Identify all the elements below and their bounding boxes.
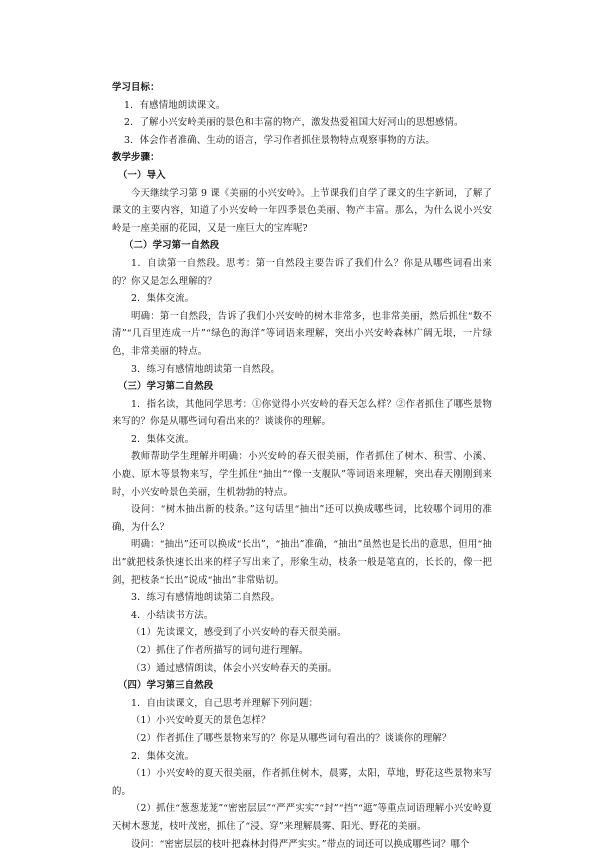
section-title-para3: （四）学习第三自然段	[118, 680, 214, 692]
paragraph: 1．自由读课文，自己思考并理解下列问题：	[131, 697, 319, 709]
paragraph: 4．小结读书方法。	[131, 609, 214, 621]
section-title-para1: （二）学习第一自然段	[124, 240, 220, 252]
objective-item: 3．体会作者准确、生动的语言，学习作者抓住景物特点观察事物的方法。	[124, 134, 435, 146]
paragraph: （2）作者抓住了哪些景物来写的？你是从哪些词句看出的？谈谈你的理解？	[131, 732, 452, 744]
paragraph: 1．自读第一自然段。思考：第一自然段主要告诉了我们什么？你是从哪些词看出来的？你又是怎么理解的？	[112, 257, 492, 287]
section-title-intro: （一）导入	[118, 169, 166, 181]
paragraph: （1）小兴安岭夏天的景色怎样？	[131, 715, 271, 727]
paragraph: （2）抓住了作者所描写的词句进行理解。	[131, 645, 309, 656]
paragraph: （1）先读课文，感受到了小兴安岭的春天很美丽。	[131, 627, 347, 639]
paragraph: 今天继续学习第 9 课《美丽的小兴安岭》。上节课我们自学了课文的生字新词，了解了课文的主要内容，知道了小兴安岭一年四季景色美丽、物产丰富。那么，为什么说小兴安岭是一座美丽的花园，又是一座巨大的宝库呢?	[112, 187, 492, 234]
paragraph: 明确：“抽出”还可以换成“长出”，“抽出”准确，“抽出”虽然也是长出的意思，但用“抽出”就把枝条快速长出来的样子写出来了，形象生动，枝条一般是笔直的，长长的，像一把剑，把枝条“长出”说成“抽出”非常贴切。	[112, 539, 492, 586]
section-title-para2: （三）学习第二自然段	[118, 381, 214, 393]
paragraph: 设问：“密密层层的枝叶把森林封得严严实实。”带点的词还可以换成哪些词？哪个	[131, 838, 470, 850]
paragraph: 2．集体交流。	[131, 293, 195, 305]
paragraph: （3）通过感情朗读，体会小兴安岭春天的美丽。	[131, 662, 338, 674]
paragraph: 3．练习有感情地朗读第二自然段。	[131, 592, 280, 604]
objective-item: 2．了解小兴安岭美丽的景色和丰富的物产，激发热爱祖国大好河山的思想感情。	[124, 117, 464, 129]
document-body	[112, 79, 492, 853]
steps-heading: 教学步骤：	[112, 152, 160, 164]
paragraph: 3．练习有感情地朗读第一自然段。	[131, 363, 280, 375]
paragraph: 明确：第一自然段，告诉了我们小兴安岭的树木非常多，也非常美丽，然后抓住“数不清”“几百里连成一片”“绿色的海洋”等词语来理解，突出小兴安岭森林广阔无垠，一片绿色，非常美丽的特点。	[112, 310, 492, 357]
paragraph: 设问：“树木抽出新的枝条。”这句话里“抽出”还可以换成哪些词，比较哪个词用的准确，为什么？	[112, 504, 492, 533]
objectives-heading: 学习目标：	[112, 82, 160, 93]
paragraph: 2．集体交流。	[131, 433, 195, 445]
paragraph: 2．集体交流。	[131, 750, 195, 762]
paragraph: 教师帮助学生理解并明确：小兴安岭的春天很美丽，作者抓住了树木、积雪、小溪、小鹿、原木等景物来写，学生抓住“抽出”“像一支舰队”等词语来理解，突出春天刚刚到来时，小兴安岭景色美丽，生机勃勃的特点。	[112, 451, 492, 498]
paragraph: （2）抓住“葱葱茏茏”“密密层层”“严严实实”“封”“挡”“遮”等重点词语理解小兴安岭夏天树木葱茏，枝叶茂密，抓住了“浸、穿”来理解晨雾、阳光、野花的美丽。	[112, 803, 492, 832]
objective-item: 1．有感情地朗读课文。	[124, 99, 226, 111]
paragraph: （1）小兴安岭的夏天很美丽，作者抓住树木，晨雾，太阳，草地，野花这些景物来写的。	[112, 768, 492, 797]
paragraph: 1．指名读，其他同学思考：①你觉得小兴安岭的春天怎么样？②作者抓住了哪些景物来写的？你是从哪些词句看出来的？谈谈你的理解。	[112, 398, 492, 428]
